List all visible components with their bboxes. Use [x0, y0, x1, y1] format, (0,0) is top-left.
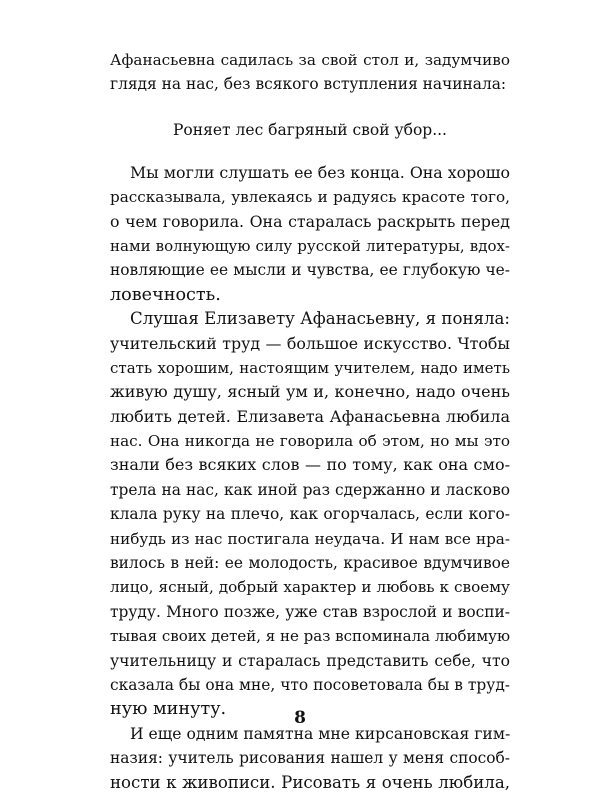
text-line: Афанасьевна садилась за свой стол и, задумчиво — [110, 51, 510, 69]
text-line: трела на нас, как иной раз сдержанно и ласково — [110, 480, 510, 499]
text-line: тывая своих детей, я не раз вспоминала любимую — [110, 627, 511, 646]
text-line: нами волнующую силу русской литературы, вдох- — [110, 236, 510, 255]
text-line: труду. Много позже, уже став взрослой и воспи- — [110, 602, 510, 621]
text-line: сказала бы она мне, что посоветовала бы в труд- — [110, 675, 510, 694]
paragraph-3 — [110, 722, 510, 795]
page-number: 8 — [294, 708, 306, 728]
text-line: И еще одним памятна мне кирсановская гим- — [130, 724, 511, 743]
text-line: любить детей. Елизавета Афанасьевна любила — [110, 406, 510, 426]
paragraph-1 — [110, 161, 510, 307]
text-line: стать хорошим, настоящим учителем, надо иметь — [110, 358, 510, 377]
text-line: рассказывала, увлекаясь и радуясь красоте того, — [110, 188, 510, 207]
text-line: учительницу и старалась представить себе, что — [110, 651, 510, 670]
text-line: Мы могли слушать ее без конца. Она хорошо — [130, 162, 510, 182]
text-line: ности к живописи. Рисовать я очень любила, — [110, 772, 510, 792]
text-line: нибудь из нас постигала неудача. И нам все нра- — [110, 529, 510, 548]
text-line: о чем говорила. Она старалась раскрыть перед — [110, 211, 510, 231]
text-line: ную минуту. — [110, 699, 227, 720]
epigraph: Роняет лес багряный свой убор... — [173, 120, 447, 139]
text-line: учительский труд — большое искусство. Чтобы — [110, 333, 510, 353]
text-line: ловечность. — [110, 284, 221, 305]
text-line: глядя на нас, без всякого вступления начинала: — [110, 75, 507, 94]
intro-text — [110, 48, 510, 97]
book-page — [110, 48, 510, 795]
text-line: живую душу, ясный ум и, конечно, надо очень — [110, 382, 510, 402]
text-line: вилось в ней: ее молодость, красивое вдумчивое — [110, 554, 510, 573]
text-line: знали без всяких слов — по тому, как она смо- — [110, 455, 510, 475]
text-line: Слушая Елизавету Афанасьевну, я поняла: — [130, 309, 510, 329]
text-line: назия: учитель рисования нашел у меня способ- — [110, 749, 510, 768]
paragraph-2 — [110, 307, 510, 722]
text-line: новляющие ее мысли и чувства, ее глубокую че- — [110, 261, 510, 280]
text-line: нас. Она никогда не говорила об этом, но мы это — [110, 432, 510, 451]
text-line: клала руку на плечо, как огорчалась, если кого- — [110, 505, 510, 524]
text-line: лицо, ясный, добрый характер и любовь к своему — [110, 578, 510, 597]
